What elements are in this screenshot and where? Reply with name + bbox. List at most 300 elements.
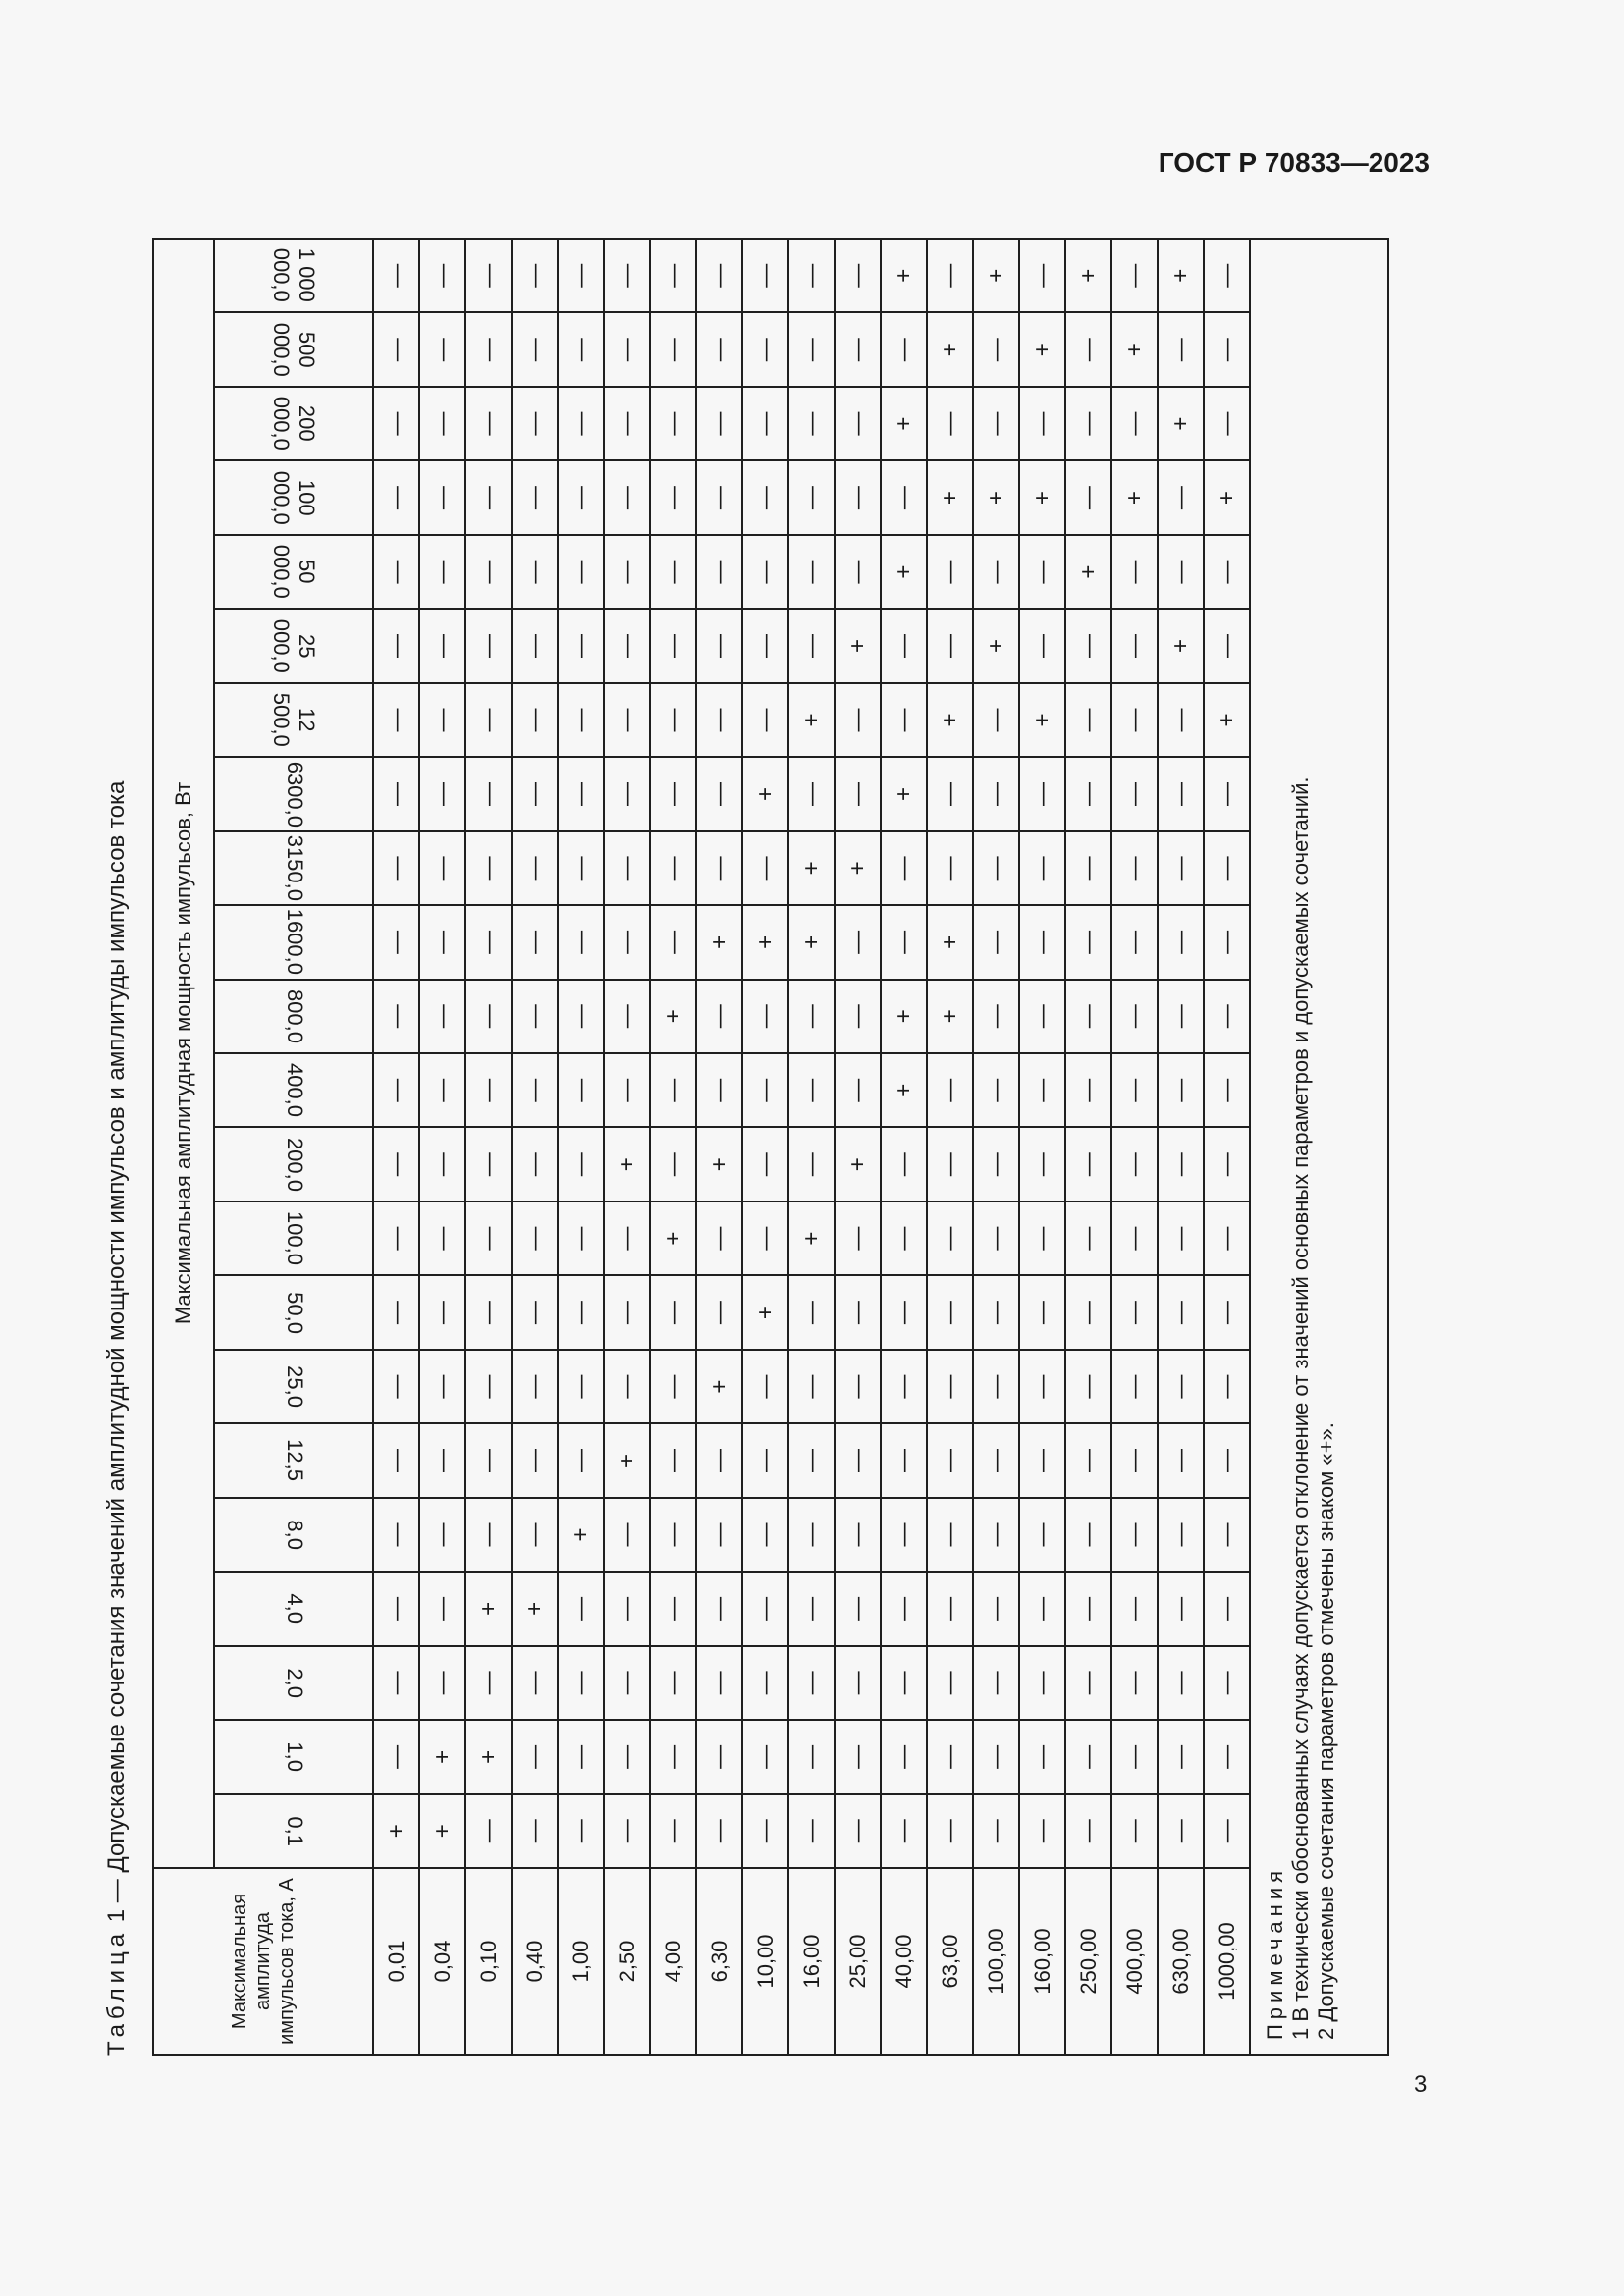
not-allowed-mark: — <box>742 239 788 312</box>
table-caption-text: 1 — Допускаемые сочетания значений амплитудной мощности импульсов и амплитуды импульсов тока <box>103 780 130 1923</box>
not-allowed-mark: — <box>742 535 788 609</box>
not-allowed-mark: — <box>373 535 419 609</box>
allowed-mark: + <box>1111 460 1158 534</box>
allowed-mark: + <box>788 905 835 979</box>
not-allowed-mark: — <box>1111 535 1158 609</box>
not-allowed-mark: — <box>373 460 419 534</box>
not-allowed-mark: — <box>604 535 650 609</box>
not-allowed-mark: — <box>1019 831 1065 905</box>
not-allowed-mark: — <box>419 1498 465 1572</box>
not-allowed-mark: — <box>835 757 881 830</box>
table-row <box>788 239 835 2055</box>
not-allowed-mark: — <box>465 831 512 905</box>
allowed-mark: + <box>604 1423 650 1497</box>
table-row <box>604 239 650 2055</box>
allowed-mark: + <box>419 1720 465 1793</box>
notes-row <box>1250 239 1388 2055</box>
not-allowed-mark: — <box>742 980 788 1053</box>
not-allowed-mark: — <box>373 1572 419 1645</box>
not-allowed-mark: — <box>1158 683 1204 757</box>
not-allowed-mark: — <box>696 683 742 757</box>
not-allowed-mark: — <box>788 1423 835 1497</box>
power-value: 6300,0 <box>282 761 307 828</box>
not-allowed-mark: — <box>1111 1646 1158 1720</box>
not-allowed-mark: — <box>1019 1646 1065 1720</box>
allowed-mark: + <box>465 1720 512 1793</box>
not-allowed-mark: — <box>419 757 465 830</box>
not-allowed-mark: — <box>696 831 742 905</box>
not-allowed-mark: — <box>1111 1275 1158 1349</box>
not-allowed-mark: — <box>696 1572 742 1645</box>
not-allowed-mark: — <box>1204 312 1250 386</box>
current-value-cell: 1,00 <box>558 1868 604 2055</box>
not-allowed-mark: — <box>835 1350 881 1423</box>
not-allowed-mark: — <box>419 535 465 609</box>
not-allowed-mark: — <box>558 387 604 460</box>
not-allowed-mark: — <box>419 1350 465 1423</box>
not-allowed-mark: — <box>788 1350 835 1423</box>
allowed-mark: + <box>927 905 973 979</box>
not-allowed-mark: — <box>973 905 1019 979</box>
not-allowed-mark: — <box>927 1201 973 1275</box>
table-row <box>1019 239 1065 2055</box>
allowed-mark: + <box>742 757 788 830</box>
not-allowed-mark: — <box>419 239 465 312</box>
not-allowed-mark: — <box>1158 1350 1204 1423</box>
not-allowed-mark: — <box>1158 1053 1204 1127</box>
not-allowed-mark: — <box>835 1646 881 1720</box>
not-allowed-mark: — <box>465 1053 512 1127</box>
not-allowed-mark: — <box>881 1794 927 1868</box>
power-value-cell <box>214 1720 373 1793</box>
not-allowed-mark: — <box>419 683 465 757</box>
power-value-cell <box>214 1794 373 1868</box>
power-value: 1,0 <box>282 1741 307 1773</box>
not-allowed-mark: — <box>558 535 604 609</box>
not-allowed-mark: — <box>1158 1275 1204 1349</box>
not-allowed-mark: — <box>512 460 558 534</box>
power-value: 100 000,0 <box>269 470 319 525</box>
not-allowed-mark: — <box>1111 1794 1158 1868</box>
not-allowed-mark: — <box>604 831 650 905</box>
not-allowed-mark: — <box>973 1423 1019 1497</box>
power-value: 200 000,0 <box>269 397 319 452</box>
current-value-cell: 4,00 <box>650 1868 696 2055</box>
allowed-mark: + <box>927 312 973 386</box>
allowed-mark: + <box>927 683 973 757</box>
not-allowed-mark: — <box>1065 757 1111 830</box>
not-allowed-mark: — <box>1204 1201 1250 1275</box>
not-allowed-mark: — <box>1111 1572 1158 1645</box>
not-allowed-mark: — <box>742 1053 788 1127</box>
not-allowed-mark: — <box>650 831 696 905</box>
not-allowed-mark: — <box>650 905 696 979</box>
not-allowed-mark: — <box>742 1498 788 1572</box>
not-allowed-mark: — <box>650 535 696 609</box>
not-allowed-mark: — <box>512 1127 558 1201</box>
not-allowed-mark: — <box>973 831 1019 905</box>
not-allowed-mark: — <box>881 905 927 979</box>
power-value-cell <box>214 387 373 460</box>
not-allowed-mark: — <box>1158 1423 1204 1497</box>
not-allowed-mark: — <box>1065 905 1111 979</box>
not-allowed-mark: — <box>373 1275 419 1349</box>
not-allowed-mark: — <box>1158 905 1204 979</box>
not-allowed-mark: — <box>1019 387 1065 460</box>
not-allowed-mark: — <box>835 239 881 312</box>
not-allowed-mark: — <box>419 980 465 1053</box>
not-allowed-mark: — <box>558 905 604 979</box>
power-value: 12,5 <box>282 1439 307 1482</box>
not-allowed-mark: — <box>973 1053 1019 1127</box>
not-allowed-mark: — <box>788 387 835 460</box>
not-allowed-mark: — <box>373 1127 419 1201</box>
not-allowed-mark: — <box>973 312 1019 386</box>
not-allowed-mark: — <box>512 239 558 312</box>
not-allowed-mark: — <box>1065 980 1111 1053</box>
not-allowed-mark: — <box>419 312 465 386</box>
allowed-mark: + <box>696 1127 742 1201</box>
not-allowed-mark: — <box>465 757 512 830</box>
allowed-mark: + <box>1019 683 1065 757</box>
not-allowed-mark: — <box>373 1646 419 1720</box>
allowed-mark: + <box>373 1794 419 1868</box>
not-allowed-mark: — <box>696 1720 742 1793</box>
allowed-mark: + <box>973 460 1019 534</box>
not-allowed-mark: — <box>1019 239 1065 312</box>
not-allowed-mark: — <box>788 1498 835 1572</box>
power-value-cell <box>214 683 373 757</box>
power-value: 12 500,0 <box>269 692 319 747</box>
not-allowed-mark: — <box>604 239 650 312</box>
not-allowed-mark: — <box>1204 239 1250 312</box>
table-row <box>742 239 788 2055</box>
not-allowed-mark: — <box>742 1350 788 1423</box>
not-allowed-mark: — <box>881 1498 927 1572</box>
not-allowed-mark: — <box>788 460 835 534</box>
not-allowed-mark: — <box>1019 535 1065 609</box>
current-value-cell: 0,40 <box>512 1868 558 2055</box>
allowed-mark: + <box>696 905 742 979</box>
not-allowed-mark: — <box>1065 1201 1111 1275</box>
not-allowed-mark: — <box>973 1275 1019 1349</box>
not-allowed-mark: — <box>465 905 512 979</box>
not-allowed-mark: — <box>696 609 742 682</box>
not-allowed-mark: — <box>742 1720 788 1793</box>
not-allowed-mark: — <box>1158 1646 1204 1720</box>
not-allowed-mark: — <box>927 1423 973 1497</box>
not-allowed-mark: — <box>465 387 512 460</box>
not-allowed-mark: — <box>881 1350 927 1423</box>
power-value-cell <box>214 1572 373 1645</box>
not-allowed-mark: — <box>465 1201 512 1275</box>
not-allowed-mark: — <box>604 312 650 386</box>
not-allowed-mark: — <box>1204 831 1250 905</box>
column-header-cell: Максимальная амплитудная мощность импульсов, Вт <box>153 239 214 1868</box>
not-allowed-mark: — <box>558 609 604 682</box>
not-allowed-mark: — <box>973 1498 1019 1572</box>
not-allowed-mark: — <box>650 1127 696 1201</box>
not-allowed-mark: — <box>604 387 650 460</box>
not-allowed-mark: — <box>973 1794 1019 1868</box>
not-allowed-mark: — <box>465 980 512 1053</box>
not-allowed-mark: — <box>1019 1350 1065 1423</box>
not-allowed-mark: — <box>558 1201 604 1275</box>
not-allowed-mark: — <box>558 1275 604 1349</box>
not-allowed-mark: — <box>881 460 927 534</box>
not-allowed-mark: — <box>558 1127 604 1201</box>
not-allowed-mark: — <box>650 609 696 682</box>
not-allowed-mark: — <box>604 1350 650 1423</box>
not-allowed-mark: — <box>650 683 696 757</box>
not-allowed-mark: — <box>1019 1201 1065 1275</box>
allowed-mark: + <box>881 239 927 312</box>
allowed-mark: + <box>1158 609 1204 682</box>
not-allowed-mark: — <box>835 1572 881 1645</box>
not-allowed-mark: — <box>881 1572 927 1645</box>
not-allowed-mark: — <box>927 535 973 609</box>
allowed-mark: + <box>881 535 927 609</box>
not-allowed-mark: — <box>419 1201 465 1275</box>
not-allowed-mark: — <box>742 609 788 682</box>
not-allowed-mark: — <box>742 312 788 386</box>
allowed-mark: + <box>788 1201 835 1275</box>
not-allowed-mark: — <box>927 1053 973 1127</box>
not-allowed-mark: — <box>1158 831 1204 905</box>
not-allowed-mark: — <box>835 535 881 609</box>
not-allowed-mark: — <box>373 1423 419 1497</box>
not-allowed-mark: — <box>604 1201 650 1275</box>
not-allowed-mark: — <box>1111 609 1158 682</box>
not-allowed-mark: — <box>1158 980 1204 1053</box>
not-allowed-mark: — <box>373 1720 419 1793</box>
not-allowed-mark: — <box>465 1350 512 1423</box>
not-allowed-mark: — <box>604 980 650 1053</box>
current-value-cell: 40,00 <box>881 1868 927 2055</box>
allowed-mark: + <box>881 757 927 830</box>
not-allowed-mark: — <box>1204 1498 1250 1572</box>
not-allowed-mark: — <box>881 1720 927 1793</box>
current-value-cell: 6,30 <box>696 1868 742 2055</box>
allowed-mark: + <box>696 1350 742 1423</box>
not-allowed-mark: — <box>973 1572 1019 1645</box>
power-value: 100,0 <box>282 1211 307 1266</box>
not-allowed-mark: — <box>696 535 742 609</box>
power-value-cell <box>214 1646 373 1720</box>
not-allowed-mark: — <box>973 683 1019 757</box>
not-allowed-mark: — <box>927 1275 973 1349</box>
not-allowed-mark: — <box>835 1275 881 1349</box>
power-value-cell <box>214 1498 373 1572</box>
not-allowed-mark: — <box>1111 387 1158 460</box>
not-allowed-mark: — <box>512 1201 558 1275</box>
not-allowed-mark: — <box>1158 1201 1204 1275</box>
not-allowed-mark: — <box>512 1423 558 1497</box>
not-allowed-mark: — <box>650 1720 696 1793</box>
not-allowed-mark: — <box>881 1201 927 1275</box>
not-allowed-mark: — <box>973 535 1019 609</box>
not-allowed-mark: — <box>1065 831 1111 905</box>
not-allowed-mark: — <box>650 1572 696 1645</box>
not-allowed-mark: — <box>1065 387 1111 460</box>
not-allowed-mark: — <box>696 1423 742 1497</box>
not-allowed-mark: — <box>419 1423 465 1497</box>
not-allowed-mark: — <box>927 387 973 460</box>
not-allowed-mark: — <box>927 1720 973 1793</box>
not-allowed-mark: — <box>604 609 650 682</box>
not-allowed-mark: — <box>927 1498 973 1572</box>
not-allowed-mark: — <box>696 1498 742 1572</box>
combinations-table <box>152 238 1389 2056</box>
power-value: 25 000,0 <box>269 618 319 673</box>
allowed-mark: + <box>1204 460 1250 534</box>
not-allowed-mark: — <box>1158 1794 1204 1868</box>
not-allowed-mark: — <box>465 312 512 386</box>
not-allowed-mark: — <box>927 1794 973 1868</box>
not-allowed-mark: — <box>650 460 696 534</box>
not-allowed-mark: — <box>558 239 604 312</box>
not-allowed-mark: — <box>1019 757 1065 830</box>
not-allowed-mark: — <box>465 1794 512 1868</box>
not-allowed-mark: — <box>419 905 465 979</box>
notes-cell <box>1250 239 1388 2055</box>
not-allowed-mark: — <box>1158 1720 1204 1793</box>
current-value-cell: 100,00 <box>973 1868 1019 2055</box>
not-allowed-mark: — <box>973 1646 1019 1720</box>
not-allowed-mark: — <box>604 1275 650 1349</box>
current-value-cell: 400,00 <box>1111 1868 1158 2055</box>
not-allowed-mark: — <box>373 239 419 312</box>
not-allowed-mark: — <box>419 1572 465 1645</box>
allowed-mark: + <box>558 1498 604 1572</box>
current-value-cell: 25,00 <box>835 1868 881 2055</box>
not-allowed-mark: — <box>512 905 558 979</box>
not-allowed-mark: — <box>1019 1423 1065 1497</box>
power-value: 4,0 <box>282 1593 307 1625</box>
allowed-mark: + <box>1204 683 1250 757</box>
not-allowed-mark: — <box>1204 1275 1250 1349</box>
power-value: 8,0 <box>282 1520 307 1550</box>
not-allowed-mark: — <box>512 683 558 757</box>
table-row <box>927 239 973 2055</box>
allowed-mark: + <box>927 460 973 534</box>
not-allowed-mark: — <box>419 609 465 682</box>
power-value-cell <box>214 1275 373 1349</box>
current-value-cell: 10,00 <box>742 1868 788 2055</box>
current-value-cell: 630,00 <box>1158 1868 1204 2055</box>
not-allowed-mark: — <box>1204 1646 1250 1720</box>
not-allowed-mark: — <box>1204 1720 1250 1793</box>
not-allowed-mark: — <box>1158 535 1204 609</box>
table-row <box>1065 239 1111 2055</box>
not-allowed-mark: — <box>465 460 512 534</box>
not-allowed-mark: — <box>835 1720 881 1793</box>
not-allowed-mark: — <box>1158 460 1204 534</box>
not-allowed-mark: — <box>1204 1572 1250 1645</box>
allowed-mark: + <box>927 980 973 1053</box>
not-allowed-mark: — <box>373 905 419 979</box>
not-allowed-mark: — <box>1204 980 1250 1053</box>
not-allowed-mark: — <box>742 460 788 534</box>
not-allowed-mark: — <box>512 831 558 905</box>
not-allowed-mark: — <box>742 1572 788 1645</box>
allowed-mark: + <box>604 1127 650 1201</box>
not-allowed-mark: — <box>650 239 696 312</box>
not-allowed-mark: — <box>1019 1127 1065 1201</box>
not-allowed-mark: — <box>650 1350 696 1423</box>
power-value: 2,0 <box>282 1668 307 1698</box>
power-value-cell <box>214 460 373 534</box>
not-allowed-mark: — <box>1065 312 1111 386</box>
not-allowed-mark: — <box>1204 535 1250 609</box>
not-allowed-mark: — <box>1204 609 1250 682</box>
not-allowed-mark: — <box>465 609 512 682</box>
not-allowed-mark: — <box>558 312 604 386</box>
page-number: 3 <box>1414 2071 1428 2098</box>
not-allowed-mark: — <box>1019 980 1065 1053</box>
current-value-cell: 63,00 <box>927 1868 973 2055</box>
not-allowed-mark: — <box>512 980 558 1053</box>
not-allowed-mark: — <box>788 239 835 312</box>
not-allowed-mark: — <box>650 312 696 386</box>
not-allowed-mark: — <box>742 387 788 460</box>
not-allowed-mark: — <box>1111 1127 1158 1201</box>
not-allowed-mark: — <box>650 1646 696 1720</box>
not-allowed-mark: — <box>1111 1720 1158 1793</box>
not-allowed-mark: — <box>419 1275 465 1349</box>
not-allowed-mark: — <box>604 757 650 830</box>
not-allowed-mark: — <box>373 1201 419 1275</box>
allowed-mark: + <box>742 1275 788 1349</box>
not-allowed-mark: — <box>373 312 419 386</box>
not-allowed-mark: — <box>973 1720 1019 1793</box>
not-allowed-mark: — <box>1158 1498 1204 1572</box>
not-allowed-mark: — <box>604 1720 650 1793</box>
not-allowed-mark: — <box>696 239 742 312</box>
not-allowed-mark: — <box>650 1053 696 1127</box>
not-allowed-mark: — <box>881 1423 927 1497</box>
power-value: 50,0 <box>282 1291 307 1334</box>
current-value-cell: 160,00 <box>1019 1868 1065 2055</box>
power-value: 1600,0 <box>282 909 307 976</box>
not-allowed-mark: — <box>881 312 927 386</box>
not-allowed-mark: — <box>788 1720 835 1793</box>
not-allowed-mark: — <box>1065 1646 1111 1720</box>
not-allowed-mark: — <box>512 387 558 460</box>
not-allowed-mark: — <box>927 1350 973 1423</box>
not-allowed-mark: — <box>1019 1794 1065 1868</box>
not-allowed-mark: — <box>927 831 973 905</box>
not-allowed-mark: — <box>558 1053 604 1127</box>
current-value-cell: 1000,00 <box>1204 1868 1250 2055</box>
not-allowed-mark: — <box>419 1646 465 1720</box>
table-row <box>558 239 604 2055</box>
not-allowed-mark: — <box>1019 1275 1065 1349</box>
not-allowed-mark: — <box>835 980 881 1053</box>
not-allowed-mark: — <box>835 905 881 979</box>
power-value: 200,0 <box>282 1137 307 1192</box>
not-allowed-mark: — <box>1019 1498 1065 1572</box>
not-allowed-mark: — <box>1158 757 1204 830</box>
not-allowed-mark: — <box>1065 1127 1111 1201</box>
allowed-mark: + <box>650 980 696 1053</box>
not-allowed-mark: — <box>835 1498 881 1572</box>
note-item: 2 Допускаемые сочетания параметров отмечены знаком «+». <box>1314 1422 1338 2040</box>
not-allowed-mark: — <box>835 1201 881 1275</box>
power-value-cell <box>214 1350 373 1423</box>
not-allowed-mark: — <box>558 1423 604 1497</box>
not-allowed-mark: — <box>973 757 1019 830</box>
